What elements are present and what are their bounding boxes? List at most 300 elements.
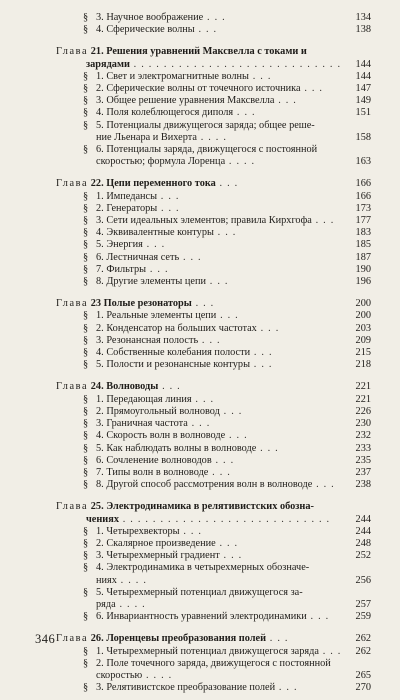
leader-dots: . . . (203, 12, 226, 23)
toc-entry (56, 455, 371, 467)
toc-entry-continuation (56, 599, 371, 611)
section-page: 196 (355, 276, 371, 288)
section-title: Сферические волны от точечного источника (106, 83, 301, 95)
chapter-page: 262 (355, 633, 371, 645)
chapter-word: Глава (56, 298, 89, 310)
toc-entry-text: 8. Другие элементы цепи (96, 276, 207, 288)
chapter-heading (56, 633, 371, 645)
leader-dots: . . . (194, 24, 218, 36)
section-title: Как наблюдать волны в волноводе (106, 442, 257, 454)
chapter-heading-line (56, 178, 371, 190)
leader-dots: . . . (274, 95, 298, 107)
section-sign: § (83, 347, 89, 359)
section-title: Реальные элементы цепи (106, 310, 217, 322)
leader-dots: . . . (300, 83, 324, 95)
chapter-page: 244 (355, 513, 371, 525)
toc-entry (56, 359, 371, 371)
leader-dots: . . . (215, 537, 239, 549)
section-sign: § (83, 263, 89, 275)
section-page: 151 (355, 107, 371, 119)
section-page: 183 (355, 227, 371, 239)
section-sign: § (83, 215, 89, 227)
section-title: Четырехвекторы (106, 525, 180, 537)
section-sign: § (83, 190, 89, 202)
toc-entry-continuation (56, 132, 371, 144)
section-title: Конденсатор на больших частотах (106, 322, 257, 334)
section-number: 5 (96, 442, 102, 454)
section-number: 4 (96, 430, 102, 442)
toc-entry-text: 4. Поля колеблющегося диполя (96, 107, 234, 119)
section-title: Прямоугольный волновод (106, 405, 220, 417)
leader-dots: . . . (256, 442, 279, 454)
section-number: 1 (96, 190, 102, 202)
toc-entry-text: 6. Потенциалы заряда, движущегося с постоянной (96, 144, 318, 156)
section-sign: § (83, 393, 89, 405)
chapter-heading (56, 381, 371, 393)
toc-entry (56, 526, 371, 538)
toc-entry-text: 1. Свет и электромагнитные волны (96, 70, 249, 82)
leader-dots: . . . (250, 347, 273, 359)
toc-entry (56, 227, 371, 239)
section-page: 190 (355, 263, 371, 275)
leader-dots: . . . (311, 215, 335, 227)
section-number: 3 (96, 682, 102, 694)
section-title: Скалярное произведение (106, 537, 216, 549)
leader-dots: . . . (233, 107, 256, 119)
section-title: Потенциалы заряда, движущегося с постоянной (106, 144, 318, 156)
section-number: 5 (96, 239, 102, 251)
section-number: 5 (96, 359, 102, 371)
section-sign: § (83, 334, 89, 346)
section-title: Поле точечного заряда, движущегося с постоянной (106, 657, 331, 669)
leader-dots: . . . (219, 405, 243, 417)
section-number: 2 (96, 83, 102, 95)
chapter-heading-line (56, 298, 371, 310)
toc-entry-text: 2. Скалярное произведение (96, 537, 216, 549)
section-sign: § (83, 418, 89, 430)
chapter-heading (56, 46, 371, 70)
page-number: 346 (35, 632, 56, 646)
section-page: 173 (355, 202, 371, 214)
toc-entry (56, 335, 371, 347)
section-page: 237 (355, 466, 371, 478)
toc-entry (56, 646, 371, 658)
chapter-title: 24. Волноводы (90, 381, 159, 393)
section-title: Типы волн в волноводе (106, 466, 209, 478)
chapter-title: 22. Цепи переменного тока (90, 178, 216, 190)
toc-entry-text: 4. Электродинамика в четырехмерных обозначе- (96, 562, 310, 574)
section-number: 8 (96, 479, 102, 491)
leader-dots: . . . (256, 322, 280, 334)
section-number: 1 (96, 70, 102, 82)
section-page: 233 (355, 442, 371, 454)
chapter-title-cont: зарядами (86, 58, 130, 70)
section-title: Другие элементы цепи (106, 276, 207, 288)
leader-dots: . . . (215, 178, 239, 190)
section-page: 238 (355, 479, 371, 491)
leader-dots: . . . (179, 525, 203, 537)
section-page: 200 (355, 310, 371, 322)
section-page: 226 (355, 405, 371, 417)
leader-dots: . . . (187, 418, 211, 430)
section-sign: § (83, 322, 89, 334)
section-title: Фильтры (106, 263, 147, 275)
toc-entry (56, 418, 371, 430)
toc-entry (56, 394, 371, 406)
leader-dots: . . . (306, 611, 330, 623)
leader-dots: . . . . (142, 669, 173, 681)
toc-entry (56, 310, 371, 322)
section-sign: § (83, 430, 89, 442)
section-number: 3 (96, 215, 102, 227)
section-title: Генераторы (106, 202, 158, 214)
section-sign: § (83, 70, 89, 82)
chapter-heading-line (56, 514, 371, 526)
section-title: Свет и электромагнитные волны (106, 70, 249, 82)
toc-entry-text: 5. Энергия (96, 239, 143, 251)
section-sign: § (83, 479, 89, 491)
section-title-cont: ниях (96, 574, 117, 586)
chapter-word: Глава (56, 381, 89, 393)
section-number: 7 (96, 466, 102, 478)
toc-entry-text: 1. Реальные элементы цепи (96, 310, 217, 322)
leader-dots: . . . . (115, 598, 146, 610)
section-sign: § (83, 144, 89, 156)
toc-entry-text: 3. Научное воображение (96, 12, 204, 23)
toc-entry-continuation (56, 156, 371, 168)
toc-entry-text: 3. Резонансная полость (96, 334, 199, 346)
section-number: 6 (96, 611, 102, 623)
chapter-title: 26. Лоренцевы преобразования полей (90, 633, 266, 645)
section-number: 5 (96, 586, 102, 598)
toc-entry-text: 2. Прямоугольный волновод (96, 405, 220, 417)
toc-entry (56, 107, 371, 119)
table-of-contents (56, 12, 371, 694)
section-sign: § (83, 359, 89, 371)
leader-dots: . . . (208, 466, 232, 478)
section-number: 2 (96, 537, 102, 549)
section-sign: § (83, 442, 89, 454)
toc-entry (56, 264, 371, 276)
toc-entry-text: 5. Как наблюдать волны в волноводе (96, 442, 257, 454)
leader-dots: . . . (206, 276, 229, 288)
section-title: Четырехмерный потенциал движущегося заряда (106, 645, 319, 657)
toc-entry (56, 144, 371, 156)
toc-entry-text: 4. Собственные колебания полости (96, 347, 251, 359)
section-page: 259 (355, 611, 371, 623)
section-sign: § (83, 611, 89, 623)
section-number: 1 (96, 393, 102, 405)
toc-entry-text: 2. Конденсатор на больших частотах (96, 322, 257, 334)
section-sign: § (83, 107, 89, 119)
section-number: 8 (96, 276, 102, 288)
section-title: Другой способ рассмотрения волн в волноводе (106, 479, 313, 491)
section-number: 4 (96, 107, 102, 119)
toc-entry (56, 587, 371, 599)
toc-entry (56, 12, 371, 24)
chapter-heading-line (56, 381, 371, 393)
section-sign: § (83, 12, 89, 23)
toc-entry (56, 430, 371, 442)
toc-entry (56, 191, 371, 203)
section-number: 4 (96, 562, 102, 574)
section-page: 248 (355, 537, 371, 549)
section-number: 3 (96, 334, 102, 346)
toc-entry (56, 203, 371, 215)
leader-dots: . . . (157, 202, 180, 214)
toc-entry (56, 611, 371, 623)
section-number: 6 (96, 454, 102, 466)
section-page: 163 (355, 156, 371, 168)
chapter-word: Глава (56, 178, 89, 190)
toc-entry (56, 406, 371, 418)
section-number: 3 (96, 95, 102, 107)
section-sign: § (83, 310, 89, 322)
section-page: 138 (355, 24, 371, 36)
section-title: Энергия (106, 239, 143, 251)
section-number: 1 (96, 310, 102, 322)
toc-entry (56, 71, 371, 83)
toc-entry (56, 252, 371, 264)
leader-dots: . . . (225, 430, 248, 442)
section-sign: § (83, 95, 89, 107)
section-number: 3 (96, 418, 102, 430)
toc-entry-text: 3. Релятивистское преобразование полей (96, 682, 276, 694)
leader-dots: . . . (158, 381, 181, 393)
section-number: 7 (96, 263, 102, 275)
toc-entry-continuation (56, 670, 371, 682)
section-page: 270 (355, 682, 371, 694)
section-sign: § (83, 276, 89, 288)
toc-entry (56, 24, 371, 36)
chapter-word: Глава (56, 633, 89, 645)
leader-dots: . . . (191, 393, 215, 405)
section-page: 209 (355, 334, 371, 346)
toc-entry (56, 347, 371, 359)
section-title: Сферические волны (106, 24, 195, 36)
section-number: 3 (96, 12, 102, 23)
section-page: 149 (355, 95, 371, 107)
toc-entry-text: 1. Передающая линия (96, 393, 192, 405)
leader-dots: . . . . . . . . . . . . . . . . . . . . . . . . . . . . (118, 513, 331, 525)
section-page: 185 (355, 239, 371, 251)
section-sign: § (83, 227, 89, 239)
toc-entry-text: 4. Эквивалентные контуры (96, 227, 214, 239)
section-number: 2 (96, 657, 102, 669)
section-sign: § (83, 251, 89, 263)
section-number: 2 (96, 322, 102, 334)
toc-entry-text: 2. Сферические волны от точечного источника (96, 83, 301, 95)
section-page: 265 (355, 669, 371, 681)
chapter-title: 21. Решения уравнений Максвелла с токами и (90, 46, 307, 58)
chapter-heading (56, 298, 371, 310)
section-title: Резонансная полость (106, 334, 199, 346)
section-page: 166 (355, 190, 371, 202)
section-page: 252 (355, 550, 371, 562)
toc-entry-text: 6. Лестничная сеть (96, 251, 180, 263)
toc-entry-text: 3. Сети идеальных элементов; правила Кирхгофа (96, 215, 312, 227)
chapter-heading-line (56, 501, 371, 513)
section-number: 6 (96, 251, 102, 263)
toc-entry-text: 6. Инвариантность уравнений электродинамики (96, 611, 307, 623)
toc-entry-text: 7. Типы волн в волноводе (96, 466, 209, 478)
section-page: 158 (355, 131, 371, 143)
section-sign: § (83, 405, 89, 417)
toc-entry-text: 6. Сочленение волноводов (96, 454, 212, 466)
section-title: Потенциалы движущегося заряда; общее реше- (106, 119, 315, 131)
section-number: 1 (96, 645, 102, 657)
toc-entry (56, 479, 371, 491)
leader-dots: . . . (211, 454, 235, 466)
section-sign: § (83, 202, 89, 214)
toc-entry-text: 3. Граничная частота (96, 418, 188, 430)
toc-entry (56, 467, 371, 479)
leader-dots: . . . (198, 334, 221, 346)
toc-entry-text: 1. Четырехмерный потенциал движущегося заряда (96, 645, 319, 657)
section-sign: § (83, 682, 89, 694)
leader-dots: . . . (318, 645, 342, 657)
toc-entry-text: 2. Генераторы (96, 202, 158, 214)
toc-entry-text: 8. Другой способ рассмотрения волн в волноводе (96, 479, 313, 491)
section-title: Собственные колебания полости (106, 347, 251, 359)
section-title: Импедансы (106, 190, 158, 202)
toc-entry (56, 95, 371, 107)
toc-entry-text: 7. Фильтры (96, 263, 147, 275)
section-page: 134 (355, 12, 371, 23)
toc-entry (56, 682, 371, 694)
section-page: 244 (355, 525, 371, 537)
toc-entry (56, 276, 371, 288)
section-number: 6 (96, 144, 102, 156)
section-title: Научное воображение (106, 12, 204, 23)
section-number: 2 (96, 202, 102, 214)
leader-dots: . . . (219, 550, 243, 562)
chapter-heading-line (56, 633, 371, 645)
section-title: Передающая линия (106, 393, 192, 405)
section-page: 187 (355, 251, 371, 263)
section-sign: § (83, 454, 89, 466)
chapter-word: Глава (56, 501, 89, 513)
toc-entry-text: 4. Скорость волн в волноводе (96, 430, 226, 442)
leader-dots: . . . (216, 310, 239, 322)
section-title: Инвариантность уравнений электродинамики (106, 611, 307, 623)
section-page: 203 (355, 322, 371, 334)
section-number: 2 (96, 405, 102, 417)
section-title: Поля колеблющегося диполя (106, 107, 234, 119)
section-title: Граничная частота (106, 418, 188, 430)
toc-entry-text: 1. Импедансы (96, 190, 158, 202)
toc-entry (56, 83, 371, 95)
chapter-word: Глава (56, 46, 89, 58)
section-page: 144 (355, 70, 371, 82)
section-title: Релятивистское преобразование полей (106, 682, 276, 694)
section-title-cont: ние Льенара и Вихерта (96, 131, 197, 143)
toc-entry-text: 5. Потенциалы движущегося заряда; общее реше- (96, 119, 315, 131)
section-page: 262 (355, 645, 371, 657)
section-title: Сети идеальных элементов; правила Кирхгофа (106, 215, 312, 227)
toc-entry (56, 443, 371, 455)
leader-dots: . . . (213, 227, 237, 239)
section-sign: § (83, 466, 89, 478)
toc-entry (56, 239, 371, 251)
leader-dots: . . . (248, 70, 272, 82)
section-title-cont: ряда (96, 598, 116, 610)
section-page: 177 (355, 215, 371, 227)
section-sign: § (83, 562, 89, 574)
section-title: Лестничная сеть (106, 251, 180, 263)
toc-entry-text: 1. Четырехвекторы (96, 525, 180, 537)
section-number: 3 (96, 550, 102, 562)
section-page: 232 (355, 430, 371, 442)
section-title: Общее решение уравнения Максвелла (106, 95, 275, 107)
chapter-page: 221 (355, 381, 371, 393)
toc-entry-text: 3. Четырехмерный градиент (96, 550, 220, 562)
section-page: 218 (355, 359, 371, 371)
toc-entry (56, 215, 371, 227)
chapter-heading-line (56, 59, 371, 71)
toc-entry-continuation (56, 575, 371, 587)
leader-dots: . . . . . . . . . . . . . . . . . . . . . . . . . . . . (129, 58, 342, 70)
leader-dots: . . . . (225, 156, 256, 168)
toc-entry-text: 2. Поле точечного заряда, движущегося с постоянной (96, 657, 331, 669)
leader-dots: . . . (275, 682, 298, 694)
section-sign: § (83, 550, 89, 562)
section-title-cont: скоростью; формула Лоренца (96, 156, 226, 168)
toc-entry-text: 5. Четырехмерный потенциал движущегося за- (96, 586, 303, 598)
toc-entry (56, 120, 371, 132)
section-sign: § (83, 239, 89, 251)
section-number: 1 (96, 525, 102, 537)
section-page: 256 (355, 574, 371, 586)
chapter-page: 166 (355, 178, 371, 190)
section-page: 257 (355, 598, 371, 610)
section-title: Эквивалентные контуры (106, 227, 214, 239)
chapter-heading-line (56, 46, 371, 58)
section-sign: § (83, 645, 89, 657)
section-page: 147 (355, 83, 371, 95)
toc-entry (56, 658, 371, 670)
leader-dots: . . . (312, 479, 335, 491)
section-sign: § (83, 657, 89, 669)
toc-entry (56, 323, 371, 335)
toc-entry-text: 3. Общее решение уравнения Максвелла (96, 95, 275, 107)
section-title: Сочленение волноводов (106, 454, 212, 466)
section-title: Четырехмерный градиент (106, 550, 220, 562)
section-title: Четырехмерный потенциал движущегося за- (106, 586, 303, 598)
section-number: 4 (96, 227, 102, 239)
section-page: 215 (355, 347, 371, 359)
chapter-heading (56, 178, 371, 190)
leader-dots: . . . . (196, 131, 228, 143)
section-page: 221 (355, 393, 371, 405)
section-title-cont: скоростью (96, 669, 143, 681)
leader-dots: . . . (250, 359, 273, 371)
section-sign: § (83, 525, 89, 537)
chapter-title-cont: чениях (86, 513, 119, 525)
section-sign: § (83, 24, 89, 36)
toc-entry (56, 550, 371, 562)
leader-dots: . . . (157, 190, 180, 202)
toc-entry (56, 538, 371, 550)
leader-dots: . . . (266, 633, 289, 645)
chapter-page: 144 (355, 58, 371, 70)
section-number: 4 (96, 24, 102, 36)
chapter-title: 25. Электродинамика в релятивистских обозна- (90, 501, 314, 513)
section-page: 235 (355, 454, 371, 466)
section-page: 230 (355, 418, 371, 430)
section-sign: § (83, 83, 89, 95)
leader-dots: . . . (142, 239, 166, 251)
